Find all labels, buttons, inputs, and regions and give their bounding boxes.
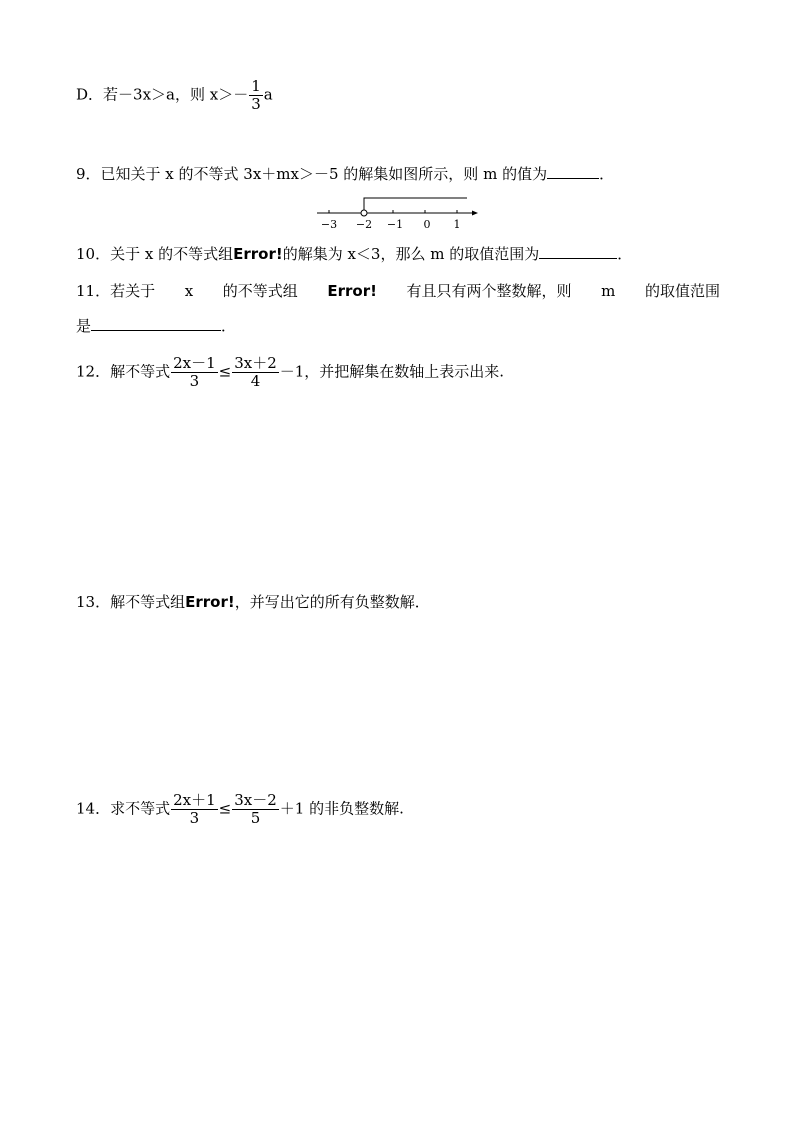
option-d: D．若－3x＞a，则 x＞－ $\frac{1}{3}$ a bbox=[76, 77, 273, 113]
question-11: 11．若关于 x 的不等式组 Error! 有且只有两个整数解，则 m 的取值范围 bbox=[76, 282, 720, 300]
tick-label: 1 bbox=[453, 218, 461, 231]
tick-label: 0 bbox=[423, 218, 431, 231]
question-10: 10．关于 x 的不等式组Error!的解集为 x＜3，那么 m 的取值范围为 ． bbox=[76, 245, 633, 263]
number-line-diagram bbox=[312, 193, 492, 233]
tick-label: −2 bbox=[355, 218, 373, 231]
question-11-line-2: 是 ． bbox=[76, 317, 237, 335]
answer-blank[interactable] bbox=[539, 244, 617, 259]
tick-label: −1 bbox=[386, 218, 404, 231]
fraction-one-third: $\frac{1}{3}$ bbox=[251, 77, 261, 113]
fraction-right: $\frac{3x+2}{4}$ bbox=[234, 354, 277, 390]
question-13: 13．解不等式组Error!，并写出它的所有负整数解． bbox=[76, 593, 430, 611]
question-12: 12．解不等式 $\frac{2x-1}{3}$ ≤ $\frac{3x+2}{4}$ －1，并把解集在数轴上表示出来. bbox=[76, 354, 505, 390]
fraction-right: $\frac{3x-2}{5}$ bbox=[234, 791, 277, 827]
error-placeholder: Error! bbox=[185, 593, 235, 611]
error-placeholder: Error! bbox=[233, 245, 283, 263]
answer-blank[interactable] bbox=[547, 164, 599, 179]
option-d-text: D．若－3x＞a，则 x＞－ bbox=[76, 85, 249, 104]
error-placeholder: Error! bbox=[327, 282, 377, 300]
question-9-text: 9．已知关于 x 的不等式 3x＋mx＞－5 的解集如图所示，则 m 的值为 bbox=[76, 165, 548, 183]
question-9: 9．已知关于 x 的不等式 3x＋mx＞－5 的解集如图所示，则 m 的值为 ． bbox=[76, 165, 615, 183]
question-14: 14．求不等式 $\frac{2x+1}{3}$ ≤ $\frac{3x-2}{5}$ ＋1 的非负整数解. bbox=[76, 791, 404, 827]
fraction-left: $\frac{2x-1}{3}$ bbox=[173, 354, 216, 390]
answer-blank[interactable] bbox=[91, 316, 221, 331]
fraction-left: $\frac{2x+1}{3}$ bbox=[173, 791, 216, 827]
tick-label: −3 bbox=[320, 218, 338, 231]
